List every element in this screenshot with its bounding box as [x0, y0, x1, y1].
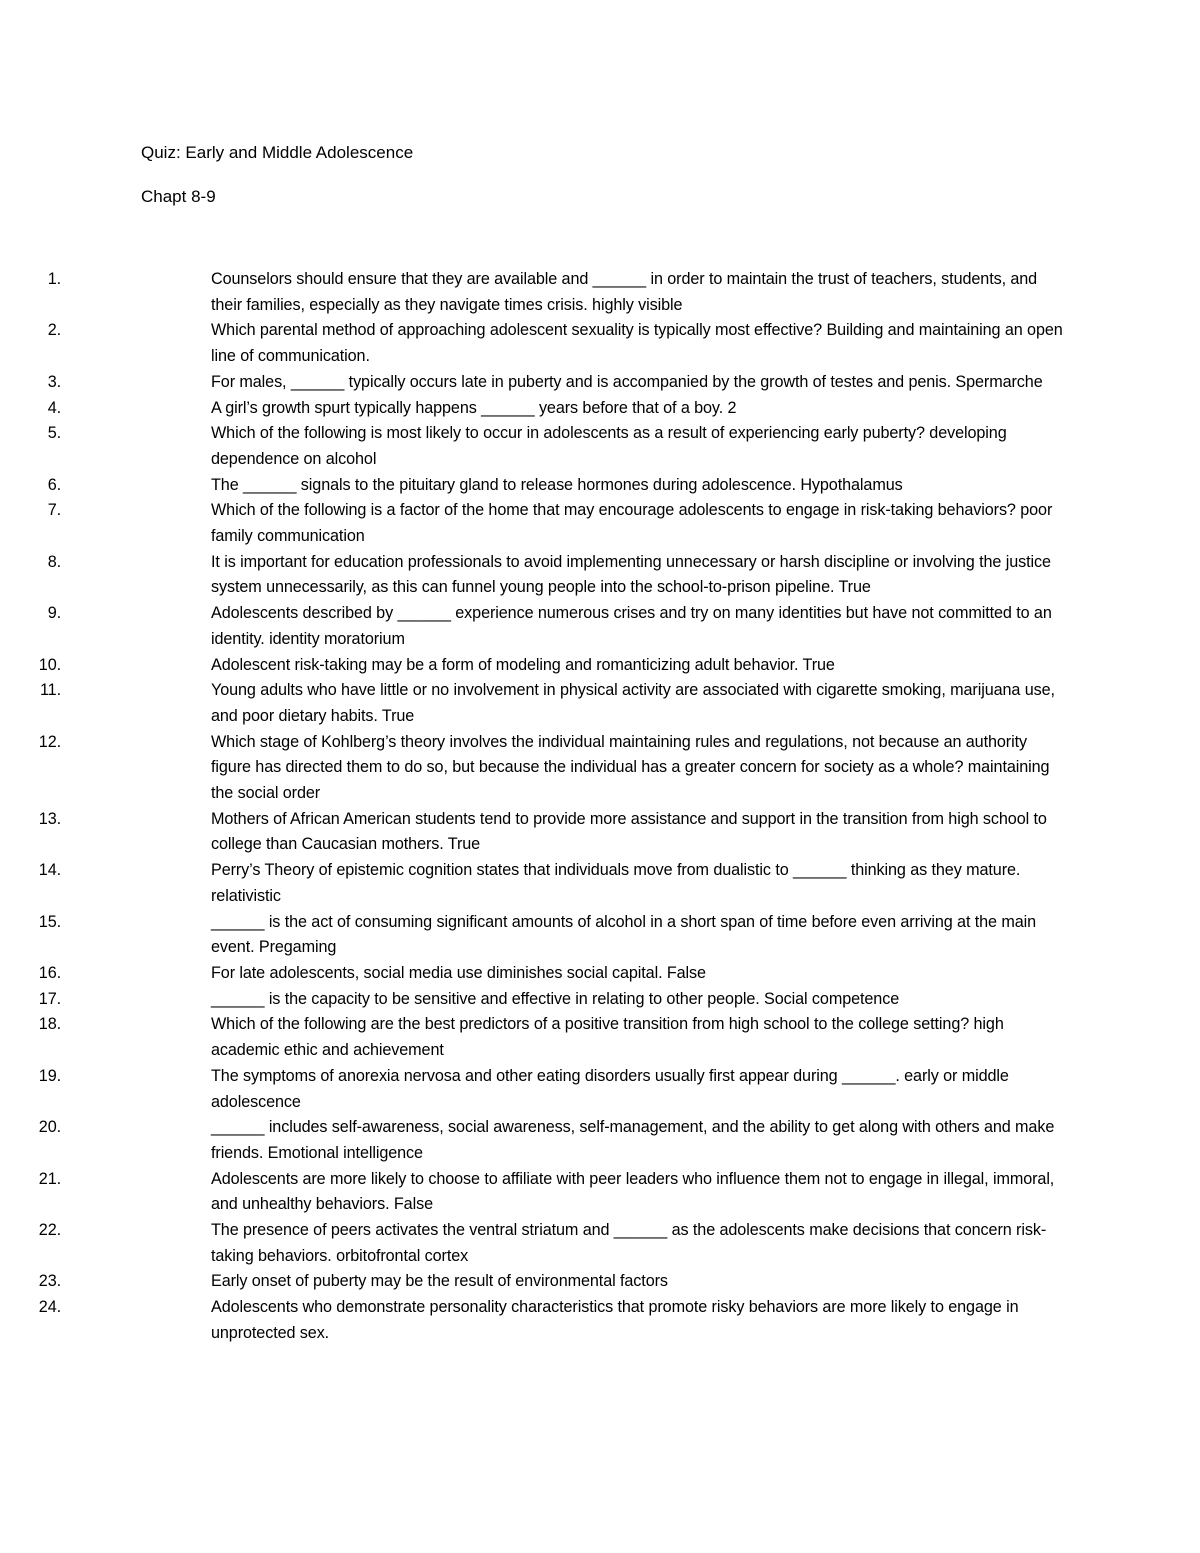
question-item [0, 1012, 1071, 1063]
page-title: Quiz: Early and Middle Adolescence [141, 143, 414, 162]
question-item [0, 961, 1071, 987]
question-text: The ______ signals to the pituitary gland to release hormones during adolescence. Hypothalamus [211, 475, 903, 494]
question-item [0, 370, 1071, 396]
question-item [0, 267, 1071, 318]
question-text: Adolescent risk-taking may be a form of modeling and romanticizing adult behavior. True [211, 655, 835, 674]
question-number: 13. [38, 809, 61, 828]
question-text: Counselors should ensure that they are available and ______ in order to maintain the trust of teachers, students, and their families, especially as they navigate times crisis. highly visible [211, 270, 1038, 314]
question-item [0, 653, 1071, 679]
question-text: Which of the following are the best predictors of a positive transition from high school to the college setting? high academic ethic and achievement [211, 1015, 1004, 1060]
question-item [0, 550, 1071, 601]
question-number: 2. [47, 321, 61, 340]
question-item [0, 473, 1071, 499]
question-text: For males, ______ typically occurs late in puberty and is accompanied by the growth of testes and penis. Spermarche [211, 372, 1043, 391]
question-number: 21. [38, 1169, 61, 1188]
question-number: 3. [47, 372, 61, 391]
question-item [0, 601, 1071, 652]
question-text: For late adolescents, social media use diminishes social capital. False [211, 963, 706, 982]
question-item [0, 396, 1071, 422]
question-number: 17. [38, 989, 61, 1008]
question-text: The symptoms of anorexia nervosa and other eating disorders usually first appear during ______. early or middle adolescence [211, 1066, 1009, 1111]
question-number: 7. [47, 501, 61, 520]
question-number: 5. [47, 424, 61, 443]
question-text: Which parental method of approaching adolescent sexuality is typically most effective? Building and maintaining an open line of communication. [211, 321, 1063, 366]
question-number: 4. [47, 398, 61, 417]
question-item [0, 318, 1071, 369]
question-number: 12. [38, 732, 61, 751]
question-item [0, 730, 1071, 807]
question-number: 19. [38, 1066, 61, 1085]
question-item [0, 1269, 1071, 1295]
question-item [0, 1218, 1071, 1269]
question-number: 16. [38, 963, 61, 982]
question-text: Early onset of puberty may be the result of environmental factors [211, 1272, 668, 1291]
page-subtitle: Chapt 8-9 [141, 187, 216, 206]
question-number: 23. [38, 1272, 61, 1291]
question-item [0, 858, 1071, 909]
question-text: Adolescents who demonstrate personality characteristics that promote risky behaviors are more likely to engage in unprotected sex. [211, 1298, 1019, 1342]
question-item [0, 1295, 1071, 1346]
question-text: Perry’s Theory of epistemic cognition states that individuals move from dualistic to ______ thinking as they mature. relativistic [211, 861, 1021, 905]
question-text: ______ includes self-awareness, social awareness, self-management, and the ability to get along with others and make friends. Emotional intelligence [211, 1118, 1055, 1162]
question-item [0, 1064, 1071, 1115]
question-text: The presence of peers activates the ventral striatum and ______ as the adolescents make decisions that concern risk-taking behaviors. orbitofrontal cortex [211, 1221, 1047, 1265]
question-text: Young adults who have little or no involvement in physical activity are associated with cigarette smoking, marijuana use, and poor dietary habits. True [211, 681, 1055, 725]
question-number: 1. [47, 270, 61, 288]
question-list [0, 267, 1200, 1347]
question-item [0, 421, 1071, 472]
question-text: A girl’s growth spurt typically happens ______ years before that of a boy. 2 [211, 398, 737, 417]
question-number: 11. [39, 681, 61, 700]
question-number: 14. [38, 861, 61, 880]
question-number: 24. [38, 1298, 61, 1317]
question-text: It is important for education professionals to avoid implementing unnecessary or harsh discipline or involving the justice system unnecessarily, as this can funnel young people into the school-to-prison pipeline. True [211, 552, 1051, 597]
question-item [0, 498, 1071, 549]
question-item [0, 910, 1071, 961]
question-item [0, 987, 1071, 1013]
question-number: 15. [38, 912, 61, 931]
question-text: Adolescents are more likely to choose to affiliate with peer leaders who influence them not to engage in illegal, immoral, and unhealthy behaviors. False [211, 1169, 1055, 1214]
question-item [0, 807, 1071, 858]
question-item [0, 1167, 1071, 1218]
question-item [0, 678, 1071, 729]
question-number: 10. [38, 655, 61, 674]
question-number: 18. [38, 1015, 61, 1034]
question-text: Which of the following is most likely to occur in adolescents as a result of experiencing early puberty? developing dependence on alcohol [211, 424, 1007, 468]
question-number: 9. [47, 604, 61, 623]
question-number: 22. [38, 1221, 61, 1240]
question-number: 8. [47, 552, 61, 571]
question-text: Mothers of African American students tend to provide more assistance and support in the transition from high school to college than Caucasian mothers. True [211, 809, 1047, 854]
question-item [0, 1115, 1071, 1166]
question-number: 6. [47, 475, 61, 494]
question-text: ______ is the act of consuming significant amounts of alcohol in a short span of time before even arriving at the main event. Pregaming [211, 912, 1037, 957]
question-text: Adolescents described by ______ experience numerous crises and try on many identities but have not committed to an identity. identity moratorium [211, 604, 1052, 648]
question-text: ______ is the capacity to be sensitive and effective in relating to other people. Social competence [211, 989, 900, 1008]
question-text: Which of the following is a factor of the home that may encourage adolescents to engage in risk-taking behaviors? poor family communication [211, 501, 1053, 546]
question-text: Which stage of Kohlberg’s theory involves the individual maintaining rules and regulations, not because an authority figure has directed them to do so, but because the individual has a greater concern for society as a whole? maintaining the social order [211, 732, 1050, 803]
question-number: 20. [38, 1118, 61, 1137]
